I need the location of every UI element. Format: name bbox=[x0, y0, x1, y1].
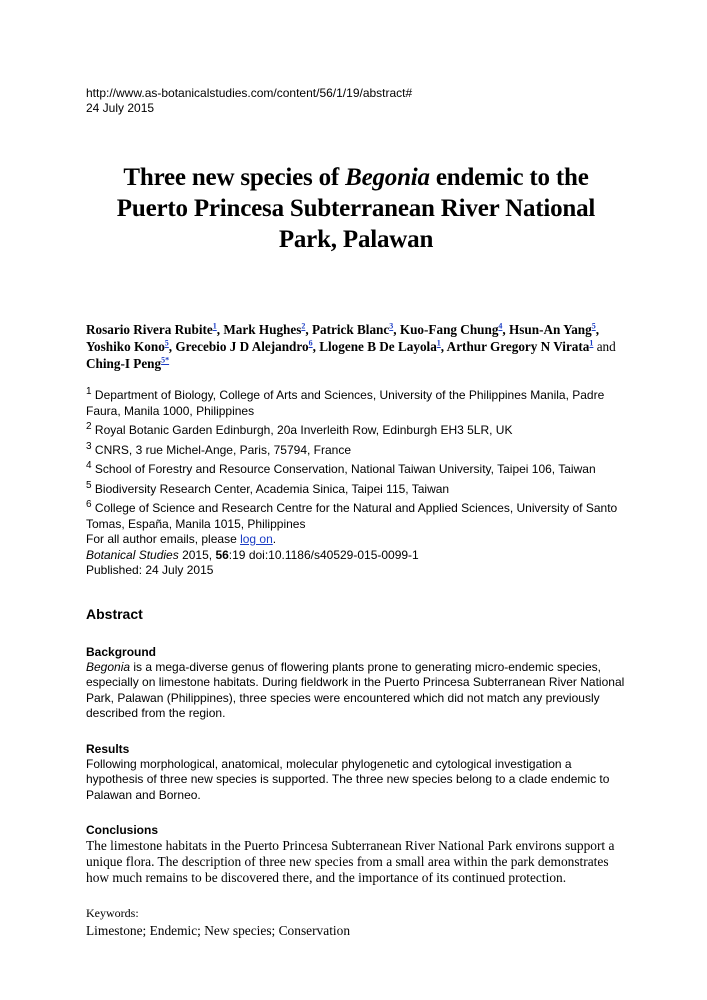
affiliations bbox=[86, 384, 626, 579]
keywords: Limestone; Endemic; New species; Conservation bbox=[86, 923, 351, 938]
background-heading: Background bbox=[86, 644, 157, 659]
source-url: http://www.as-botanicalstudies.com/content/56/1/19/abstract# bbox=[86, 86, 413, 100]
author-name: Patrick Blanc bbox=[311, 322, 390, 337]
author-affiliation-link[interactable]: 5* bbox=[161, 355, 170, 365]
volume: 56 bbox=[215, 547, 229, 562]
published-date: Published: 24 July 2015 bbox=[86, 563, 214, 577]
affiliation-item bbox=[86, 384, 626, 419]
author-conjunction: and bbox=[596, 339, 616, 354]
results-heading: Results bbox=[86, 741, 130, 756]
affiliation-item bbox=[86, 478, 626, 498]
affiliation-number: 6 bbox=[86, 499, 92, 510]
author-affiliation-link[interactable]: 5 bbox=[591, 321, 596, 331]
author-affiliation-link[interactable]: 6 bbox=[308, 338, 313, 348]
author-emails-note: For all author emails, please log on. bbox=[86, 532, 277, 546]
author-affiliation-link[interactable]: 1 bbox=[436, 338, 441, 348]
affiliation-number: 5 bbox=[86, 479, 92, 491]
author-name: Yoshiko Kono bbox=[86, 339, 165, 354]
affiliation-item bbox=[86, 419, 626, 439]
title-genus: Begonia bbox=[345, 164, 430, 191]
affiliation-item bbox=[86, 439, 626, 459]
author-name: Hsun-An Yang bbox=[509, 322, 592, 337]
affiliation-number: 2 bbox=[86, 421, 92, 432]
author-name: Mark Hughes bbox=[223, 322, 302, 337]
author-affiliation-link[interactable]: 1 bbox=[589, 338, 594, 348]
affiliation-text: Royal Botanic Garden Edinburgh, 20a Inverleith Row, Edinburgh EH3 5LR, UK bbox=[94, 423, 513, 437]
author-affiliation-link[interactable]: 1 bbox=[212, 321, 217, 331]
author-name: Arthur Gregory N Virata bbox=[446, 339, 590, 354]
affiliation-text: College of Science and Research Centre for the Natural and Applied Sciences, University of Santo Tomas, España, Manila 1015, Philippines bbox=[86, 501, 618, 531]
author-name: Rosario Rivera Rubite bbox=[86, 322, 213, 337]
conclusions-heading: Conclusions bbox=[86, 823, 159, 837]
affiliation-text: Biodiversity Research Center, Academia Sinica, Taipei 115, Taiwan bbox=[94, 481, 450, 496]
affiliation-text: CNRS, 3 rue Michel-Ange, Paris, 75794, France bbox=[94, 442, 352, 457]
log-on-link[interactable]: log on bbox=[240, 532, 273, 546]
affiliation-item bbox=[86, 497, 626, 532]
author-name: Ching-I Peng bbox=[86, 356, 162, 371]
keywords-heading: Keywords: bbox=[86, 906, 139, 920]
affiliation-text: Department of Biology, College of Arts and Sciences, University of the Philippines Manila, Padre Faura, Manila 1000, Philippines bbox=[86, 388, 605, 418]
author-affiliation-link[interactable]: 2 bbox=[301, 321, 306, 331]
author-name: Llogene B De Layola bbox=[319, 339, 437, 354]
author-name: Grecebio J D Alejandro bbox=[175, 339, 309, 354]
results-text: Following morphological, anatomical, molecular phylogenetic and cytological investigation a hypothesis of three new species is supported. The three new species belong to a clade endemic to Palawan and Borneo. bbox=[86, 756, 610, 802]
author-affiliation-link[interactable]: 5 bbox=[164, 338, 169, 348]
affiliation-number: 3 bbox=[86, 440, 92, 452]
access-date: 24 July 2015 bbox=[86, 101, 155, 115]
journal-name: Botanical Studies bbox=[86, 547, 179, 562]
citation: Botanical Studies 2015, 56:19 doi:10.1186/s40529-015-0099-1 bbox=[86, 547, 419, 562]
conclusions-text: The limestone habitats in the Puerto Princesa Subterranean River National Park environs support a unique flora. The description of three new species from a small area within the park demonstrates how much remains to be discovered there, and the importance of its continued protection. bbox=[86, 838, 615, 885]
affiliation-text: School of Forestry and Resource Conservation, National Taiwan University, Taipei 106, Taiwan bbox=[94, 462, 596, 476]
author-affiliation-link[interactable]: 3 bbox=[389, 321, 394, 331]
affiliation-number: 4 bbox=[86, 460, 92, 471]
affiliation-item bbox=[86, 458, 626, 478]
author-affiliation-link[interactable]: 4 bbox=[498, 321, 503, 331]
background-text: Begonia is a mega-diverse genus of flowering plants prone to generating micro-endemic species, especially on limestone habitats. During fieldwork in the Puerto Princesa Subterranean River National Park, Palawan (Philippines), three species were encountered which did not match any previously described from the region. bbox=[86, 659, 625, 720]
author-name: Kuo-Fang Chung bbox=[399, 322, 499, 337]
author-list: Rosario Rivera Rubite$^1$, Mark Hughes$^2$, Patrick Blanc$^3$, Kuo-Fang Chung$^4$, Hsun-An Yang$^5$, Yoshiko Kono$^5$, Grecebio J D Alejandro$^6$, Llogene B De Layola$^1$, Arthur Gregory N Virata$^1$ and Ching-I Peng$^{5*}$ bbox=[86, 321, 616, 371]
article-title bbox=[86, 162, 626, 255]
title-part-2: endemic to the Puerto Princesa Subterranean River National Park, Palawan bbox=[116, 164, 596, 253]
abstract-heading: Abstract bbox=[86, 605, 143, 622]
title-part-1: Three new species of bbox=[123, 164, 346, 191]
affiliation-number: 1 bbox=[86, 386, 92, 397]
